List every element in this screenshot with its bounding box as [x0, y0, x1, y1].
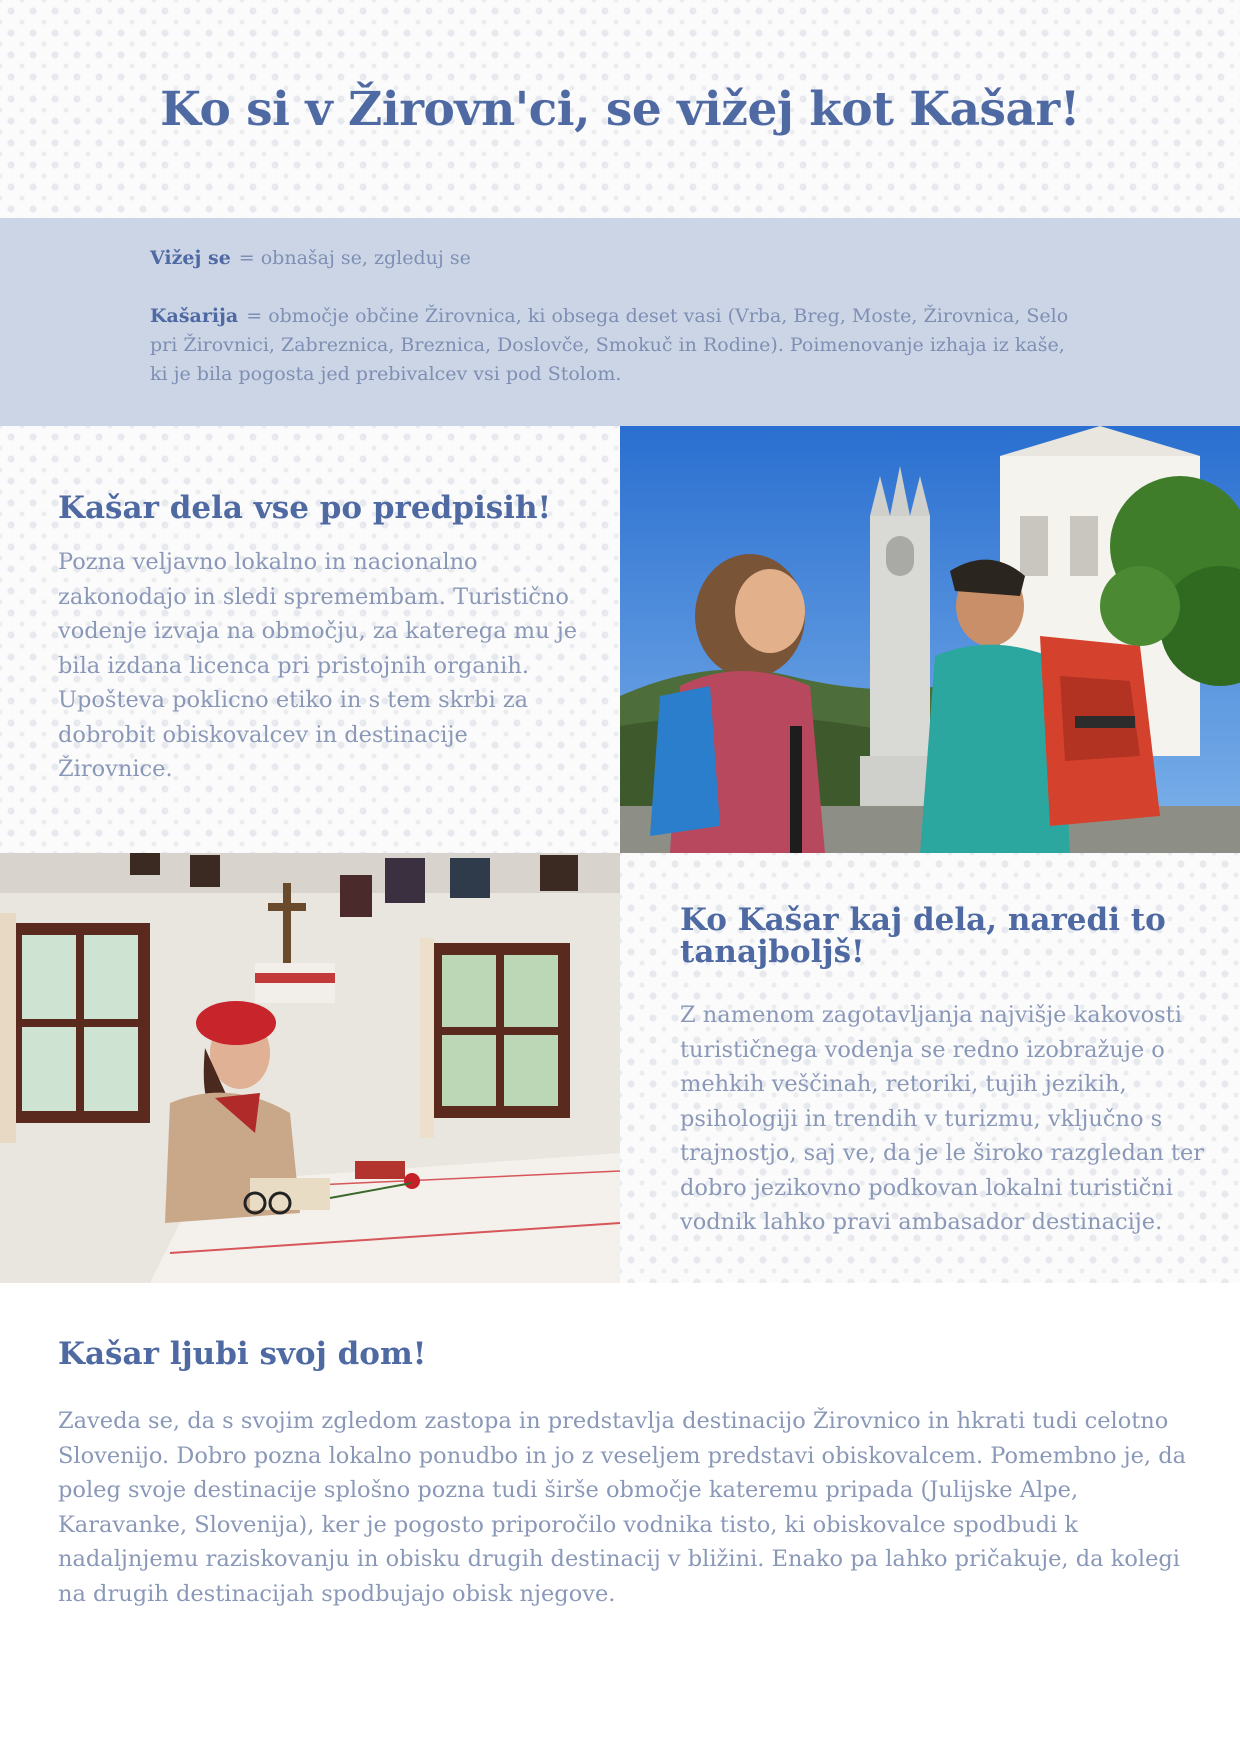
hikers-monument-photo	[620, 426, 1240, 853]
section-heading: Kašar dela vse po predpisih!	[58, 490, 552, 526]
glossary-entry	[150, 244, 1070, 273]
glossary-entry	[150, 302, 1070, 389]
glossary-term: Vižej se	[150, 247, 231, 269]
glossary-term: Kašarija	[150, 305, 239, 327]
glossary-definition: = območje občine Žirovnica, ki obsega deset vasi (Vrba, Breg, Moste, Žirovnica, Selo pri Žirovnici, Zabreznica, Breznica, Doslovče, Smokuč in Rodine). Poimenovanje izhaja iz kaše, ki je bila pogosta jed prebivalcev vsi pod Stolom.	[150, 305, 1069, 385]
section-body: Pozna veljavno lokalno in nacionalno zakonodajo in sledi spremembam. Turistično vodenje izvaja na območju, za katerega mu je bila izdana licenca pri pristojnih organih. Upošteva poklicno etiko in s tem skrbi za dobrobit obiskovalcev in destinacije Žirovnice.	[58, 549, 578, 782]
section-heading: Kašar ljubi svoj dom!	[58, 1336, 427, 1372]
section-body: Z namenom zagotavljanja najvišje kakovosti turističnega vodenja se redno izobražuje o mehkih veščinah, retoriki, tujih jezikih, psihologiji in trendih v turizmu, vključno s trajnostjo, saj ve, da je le široko razgledan ter dobro jezikovno podkovan lokalni turistični vodnik lahko pravi ambasador destinacije.	[680, 1002, 1205, 1235]
section-body: Zaveda se, da s svojim zgledom zastopa in predstavlja destinacijo Žirovnico in hkrati tudi celotno Slovenijo. Dobro pozna lokalno ponudbo in jo z veseljem predstavi obiskovalcem. Pomembno je, da poleg svoje destinacije splošno pozna tudi širše območje kateremu pripada (Julijske Alpe, Karavanke, Slovenija), ker je pogosto priporočilo vodnika tisto, ki obiskovalce spodbudi k nadaljnjemu raziskovanju in obisku drugih destinacij v bližini. Enako pa lahko pričakuje, da kolegi na drugih destinacijah spodbujajo obisk njegove.	[58, 1408, 1187, 1607]
glossary-definition: = obnašaj se, zgleduj se	[238, 247, 471, 269]
page-title: Ko si v Žirovn'ci, se vižej kot Kašar!	[160, 82, 1080, 137]
woman-writing-photo	[0, 853, 620, 1283]
section-heading: Ko Kašar kaj dela, naredi to tanajboljš!	[680, 902, 1166, 970]
